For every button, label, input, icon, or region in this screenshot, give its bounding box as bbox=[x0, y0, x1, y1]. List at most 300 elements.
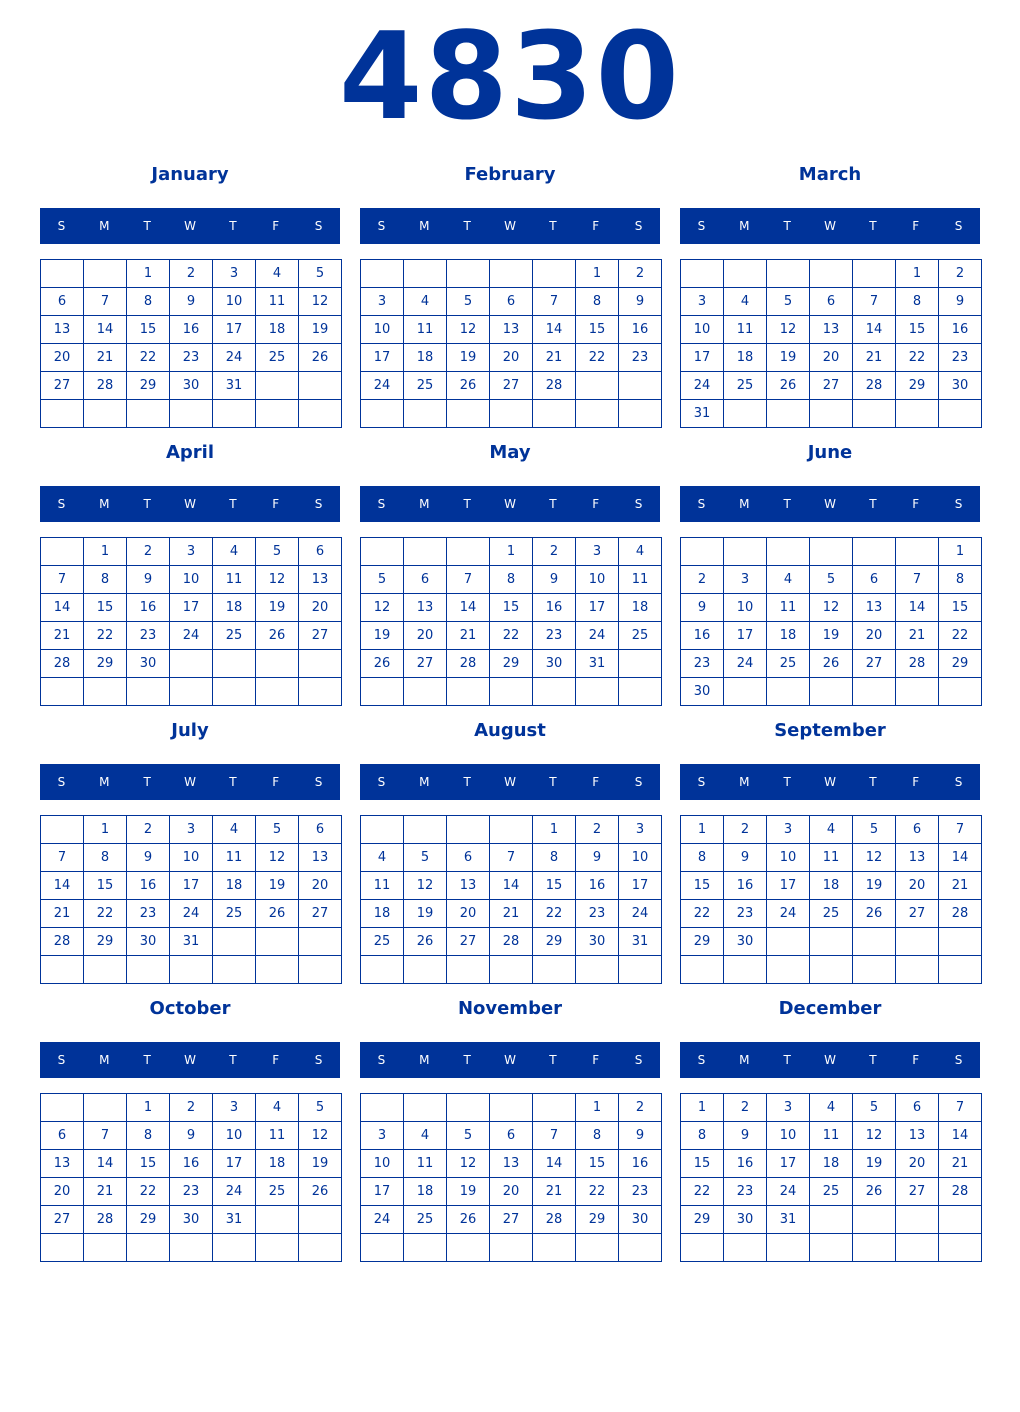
day-grid bbox=[40, 259, 342, 428]
empty-day-cell bbox=[810, 1234, 853, 1262]
day-cell: 3 bbox=[213, 1094, 256, 1122]
day-cell: 14 bbox=[447, 594, 490, 622]
weekday-label: F bbox=[272, 775, 280, 789]
month-name: August bbox=[474, 720, 546, 741]
empty-day-cell bbox=[681, 538, 724, 566]
day-cell: 17 bbox=[361, 344, 404, 372]
weekday-label: T bbox=[229, 1053, 237, 1067]
day-cell: 23 bbox=[724, 900, 767, 928]
day-cell: 8 bbox=[681, 844, 724, 872]
day-cell: 9 bbox=[127, 844, 170, 872]
empty-day-cell bbox=[213, 400, 256, 428]
day-cell: 6 bbox=[41, 1122, 84, 1150]
day-cell: 15 bbox=[939, 594, 982, 622]
weekday-label: F bbox=[912, 497, 920, 511]
day-cell: 29 bbox=[681, 928, 724, 956]
empty-day-cell bbox=[896, 400, 939, 428]
day-cell: 18 bbox=[256, 1150, 299, 1178]
day-cell: 18 bbox=[619, 594, 662, 622]
empty-day-cell bbox=[361, 400, 404, 428]
day-cell: 7 bbox=[41, 566, 84, 594]
day-cell: 15 bbox=[576, 316, 619, 344]
day-cell: 2 bbox=[724, 1094, 767, 1122]
day-cell: 6 bbox=[896, 1094, 939, 1122]
day-cell: 22 bbox=[896, 344, 939, 372]
weekday-label: F bbox=[912, 775, 920, 789]
day-cell: 15 bbox=[576, 1150, 619, 1178]
day-cell: 18 bbox=[361, 900, 404, 928]
day-cell: 8 bbox=[576, 288, 619, 316]
day-cell: 27 bbox=[896, 1178, 939, 1206]
weekday-label: T bbox=[143, 497, 151, 511]
day-cell: 11 bbox=[724, 316, 767, 344]
day-cell: 15 bbox=[681, 872, 724, 900]
day-cell: 8 bbox=[681, 1122, 724, 1150]
empty-day-cell bbox=[810, 400, 853, 428]
day-cell: 10 bbox=[213, 288, 256, 316]
empty-day-cell bbox=[41, 678, 84, 706]
day-cell: 24 bbox=[361, 1206, 404, 1234]
empty-day-cell bbox=[810, 956, 853, 984]
weekday-label: T bbox=[463, 219, 471, 233]
empty-day-cell bbox=[810, 538, 853, 566]
day-cell: 5 bbox=[299, 1094, 342, 1122]
day-cell: 11 bbox=[619, 566, 662, 594]
day-cell: 4 bbox=[810, 1094, 853, 1122]
day-cell: 15 bbox=[84, 594, 127, 622]
day-cell: 3 bbox=[361, 1122, 404, 1150]
empty-day-cell bbox=[170, 1234, 213, 1262]
weekday-label: S bbox=[314, 775, 323, 789]
day-cell: 27 bbox=[490, 372, 533, 400]
day-cell: 5 bbox=[299, 260, 342, 288]
day-cell: 27 bbox=[299, 900, 342, 928]
month-name: May bbox=[489, 442, 531, 463]
day-cell: 13 bbox=[853, 594, 896, 622]
day-cell: 1 bbox=[681, 1094, 724, 1122]
empty-day-cell bbox=[896, 956, 939, 984]
empty-day-cell bbox=[490, 260, 533, 288]
weekday-label: W bbox=[824, 1053, 836, 1067]
day-cell: 6 bbox=[299, 538, 342, 566]
day-cell: 30 bbox=[681, 678, 724, 706]
day-cell: 20 bbox=[896, 872, 939, 900]
day-cell: 17 bbox=[576, 594, 619, 622]
day-cell: 14 bbox=[84, 1150, 127, 1178]
weekday-label: T bbox=[869, 775, 877, 789]
empty-day-cell bbox=[767, 1234, 810, 1262]
day-cell: 25 bbox=[404, 372, 447, 400]
month-name: November bbox=[457, 998, 563, 1019]
empty-day-cell bbox=[724, 538, 767, 566]
day-cell: 26 bbox=[810, 650, 853, 678]
day-cell: 7 bbox=[490, 844, 533, 872]
empty-day-cell bbox=[767, 260, 810, 288]
weekday-label: W bbox=[504, 219, 516, 233]
empty-day-cell bbox=[299, 928, 342, 956]
weekday-label: S bbox=[954, 497, 963, 511]
empty-day-cell bbox=[213, 1234, 256, 1262]
empty-day-cell bbox=[533, 678, 576, 706]
day-cell: 10 bbox=[361, 1150, 404, 1178]
month-name: October bbox=[149, 998, 231, 1019]
day-cell: 24 bbox=[361, 372, 404, 400]
empty-day-cell bbox=[767, 538, 810, 566]
empty-day-cell bbox=[724, 400, 767, 428]
weekday-label: T bbox=[783, 219, 791, 233]
weekday-label: M bbox=[419, 497, 430, 511]
day-cell: 23 bbox=[724, 1178, 767, 1206]
day-cell: 27 bbox=[299, 622, 342, 650]
day-cell: 18 bbox=[810, 1150, 853, 1178]
empty-day-cell bbox=[853, 1206, 896, 1234]
empty-day-cell bbox=[724, 260, 767, 288]
weekday-label: T bbox=[783, 775, 791, 789]
day-cell: 15 bbox=[127, 1150, 170, 1178]
day-cell: 19 bbox=[299, 1150, 342, 1178]
day-cell: 20 bbox=[299, 872, 342, 900]
weekday-label: T bbox=[549, 497, 557, 511]
empty-day-cell bbox=[299, 372, 342, 400]
day-cell: 1 bbox=[533, 816, 576, 844]
day-cell: 27 bbox=[447, 928, 490, 956]
day-cell: 26 bbox=[447, 1206, 490, 1234]
day-cell: 29 bbox=[127, 372, 170, 400]
empty-day-cell bbox=[361, 538, 404, 566]
day-cell: 25 bbox=[810, 1178, 853, 1206]
day-cell: 24 bbox=[213, 344, 256, 372]
empty-day-cell bbox=[404, 1234, 447, 1262]
day-cell: 14 bbox=[533, 1150, 576, 1178]
empty-day-cell bbox=[853, 956, 896, 984]
weekday-label: S bbox=[57, 219, 66, 233]
weekday-label: T bbox=[229, 219, 237, 233]
day-cell: 23 bbox=[939, 344, 982, 372]
empty-day-cell bbox=[213, 928, 256, 956]
empty-day-cell bbox=[576, 400, 619, 428]
weekday-header bbox=[40, 208, 340, 244]
empty-day-cell bbox=[490, 1094, 533, 1122]
empty-day-cell bbox=[490, 956, 533, 984]
weekday-label: F bbox=[592, 1053, 600, 1067]
day-cell: 20 bbox=[490, 1178, 533, 1206]
day-cell: 10 bbox=[619, 844, 662, 872]
day-cell: 19 bbox=[404, 900, 447, 928]
empty-day-cell bbox=[810, 260, 853, 288]
empty-day-cell bbox=[853, 400, 896, 428]
day-cell: 15 bbox=[127, 316, 170, 344]
day-cell: 23 bbox=[127, 622, 170, 650]
day-cell: 19 bbox=[853, 1150, 896, 1178]
day-cell: 11 bbox=[810, 1122, 853, 1150]
empty-day-cell bbox=[853, 678, 896, 706]
day-cell: 6 bbox=[810, 288, 853, 316]
empty-day-cell bbox=[84, 678, 127, 706]
day-cell: 23 bbox=[576, 900, 619, 928]
day-cell: 16 bbox=[939, 316, 982, 344]
day-cell: 17 bbox=[170, 594, 213, 622]
empty-day-cell bbox=[213, 678, 256, 706]
day-cell: 29 bbox=[490, 650, 533, 678]
weekday-label: S bbox=[377, 219, 386, 233]
empty-day-cell bbox=[213, 650, 256, 678]
day-cell: 4 bbox=[213, 816, 256, 844]
day-cell: 11 bbox=[404, 316, 447, 344]
empty-day-cell bbox=[490, 678, 533, 706]
weekday-header bbox=[40, 764, 340, 800]
day-cell: 13 bbox=[41, 1150, 84, 1178]
empty-day-cell bbox=[256, 678, 299, 706]
weekday-label: M bbox=[99, 775, 110, 789]
weekday-header bbox=[680, 764, 980, 800]
empty-day-cell bbox=[299, 956, 342, 984]
weekday-label: S bbox=[314, 1053, 323, 1067]
day-cell: 25 bbox=[256, 1178, 299, 1206]
empty-day-cell bbox=[724, 956, 767, 984]
day-cell: 12 bbox=[256, 844, 299, 872]
empty-day-cell bbox=[361, 816, 404, 844]
day-cell: 4 bbox=[619, 538, 662, 566]
empty-day-cell bbox=[299, 678, 342, 706]
day-cell: 10 bbox=[213, 1122, 256, 1150]
day-cell: 14 bbox=[853, 316, 896, 344]
day-cell: 14 bbox=[84, 316, 127, 344]
day-cell: 9 bbox=[533, 566, 576, 594]
empty-day-cell bbox=[939, 928, 982, 956]
day-cell: 12 bbox=[767, 316, 810, 344]
day-cell: 3 bbox=[361, 288, 404, 316]
empty-day-cell bbox=[447, 538, 490, 566]
day-cell: 9 bbox=[170, 288, 213, 316]
empty-day-cell bbox=[576, 956, 619, 984]
day-cell: 17 bbox=[724, 622, 767, 650]
day-cell: 21 bbox=[939, 1150, 982, 1178]
day-cell: 28 bbox=[533, 1206, 576, 1234]
day-cell: 1 bbox=[127, 260, 170, 288]
day-cell: 4 bbox=[213, 538, 256, 566]
weekday-label: W bbox=[824, 775, 836, 789]
day-cell: 20 bbox=[299, 594, 342, 622]
empty-day-cell bbox=[404, 538, 447, 566]
weekday-label: M bbox=[99, 1053, 110, 1067]
day-cell: 1 bbox=[576, 260, 619, 288]
weekday-label: S bbox=[954, 775, 963, 789]
empty-day-cell bbox=[939, 956, 982, 984]
day-cell: 9 bbox=[619, 1122, 662, 1150]
year-title: 4830 bbox=[339, 8, 681, 147]
day-cell: 12 bbox=[853, 1122, 896, 1150]
empty-day-cell bbox=[84, 1094, 127, 1122]
empty-day-cell bbox=[447, 1234, 490, 1262]
day-cell: 8 bbox=[127, 288, 170, 316]
day-cell: 4 bbox=[404, 288, 447, 316]
day-cell: 16 bbox=[533, 594, 576, 622]
day-cell: 21 bbox=[84, 1178, 127, 1206]
day-cell: 24 bbox=[767, 900, 810, 928]
day-cell: 23 bbox=[170, 344, 213, 372]
weekday-label: M bbox=[419, 219, 430, 233]
weekday-label: F bbox=[272, 1053, 280, 1067]
empty-day-cell bbox=[896, 678, 939, 706]
day-cell: 19 bbox=[361, 622, 404, 650]
day-cell: 29 bbox=[533, 928, 576, 956]
day-cell: 19 bbox=[299, 316, 342, 344]
day-cell: 1 bbox=[576, 1094, 619, 1122]
day-cell: 13 bbox=[810, 316, 853, 344]
empty-day-cell bbox=[447, 400, 490, 428]
empty-day-cell bbox=[896, 928, 939, 956]
day-cell: 14 bbox=[939, 1122, 982, 1150]
day-cell: 10 bbox=[767, 844, 810, 872]
weekday-label: T bbox=[143, 219, 151, 233]
day-cell: 19 bbox=[447, 1178, 490, 1206]
month-name: March bbox=[798, 164, 862, 185]
empty-day-cell bbox=[619, 650, 662, 678]
day-cell: 13 bbox=[404, 594, 447, 622]
day-grid bbox=[680, 259, 982, 428]
day-cell: 7 bbox=[853, 288, 896, 316]
day-cell: 8 bbox=[896, 288, 939, 316]
day-cell: 12 bbox=[853, 844, 896, 872]
weekday-header bbox=[680, 486, 980, 522]
month-name: February bbox=[464, 164, 556, 185]
day-cell: 9 bbox=[170, 1122, 213, 1150]
day-cell: 21 bbox=[490, 900, 533, 928]
day-cell: 28 bbox=[533, 372, 576, 400]
day-cell: 30 bbox=[170, 1206, 213, 1234]
day-cell: 7 bbox=[447, 566, 490, 594]
day-cell: 27 bbox=[810, 372, 853, 400]
weekday-label: F bbox=[592, 775, 600, 789]
weekday-label: S bbox=[697, 775, 706, 789]
day-cell: 8 bbox=[533, 844, 576, 872]
day-cell: 3 bbox=[576, 538, 619, 566]
day-cell: 24 bbox=[767, 1178, 810, 1206]
day-cell: 23 bbox=[533, 622, 576, 650]
day-cell: 21 bbox=[41, 900, 84, 928]
day-cell: 10 bbox=[576, 566, 619, 594]
day-cell: 11 bbox=[810, 844, 853, 872]
empty-day-cell bbox=[619, 372, 662, 400]
day-cell: 19 bbox=[256, 872, 299, 900]
day-cell: 12 bbox=[447, 1150, 490, 1178]
weekday-label: T bbox=[869, 219, 877, 233]
weekday-label: S bbox=[954, 219, 963, 233]
day-cell: 25 bbox=[256, 344, 299, 372]
day-grid bbox=[360, 259, 662, 428]
day-cell: 23 bbox=[170, 1178, 213, 1206]
empty-day-cell bbox=[404, 816, 447, 844]
day-cell: 4 bbox=[404, 1122, 447, 1150]
weekday-label: S bbox=[634, 497, 643, 511]
day-grid bbox=[360, 815, 662, 984]
day-cell: 25 bbox=[213, 622, 256, 650]
day-cell: 30 bbox=[724, 1206, 767, 1234]
day-cell: 5 bbox=[256, 816, 299, 844]
day-cell: 16 bbox=[619, 1150, 662, 1178]
empty-day-cell bbox=[447, 1094, 490, 1122]
weekday-label: S bbox=[57, 497, 66, 511]
day-cell: 28 bbox=[84, 372, 127, 400]
empty-day-cell bbox=[724, 678, 767, 706]
day-cell: 24 bbox=[213, 1178, 256, 1206]
day-cell: 20 bbox=[447, 900, 490, 928]
weekday-label: S bbox=[57, 1053, 66, 1067]
weekday-label: F bbox=[272, 497, 280, 511]
weekday-label: W bbox=[184, 497, 196, 511]
day-cell: 2 bbox=[619, 1094, 662, 1122]
weekday-label: W bbox=[504, 775, 516, 789]
day-cell: 31 bbox=[576, 650, 619, 678]
day-cell: 20 bbox=[896, 1150, 939, 1178]
empty-day-cell bbox=[619, 956, 662, 984]
day-cell: 16 bbox=[127, 872, 170, 900]
day-cell: 25 bbox=[810, 900, 853, 928]
day-cell: 14 bbox=[490, 872, 533, 900]
weekday-label: M bbox=[739, 497, 750, 511]
empty-day-cell bbox=[896, 1234, 939, 1262]
weekday-label: T bbox=[463, 497, 471, 511]
day-cell: 23 bbox=[619, 344, 662, 372]
empty-day-cell bbox=[533, 956, 576, 984]
weekday-label: S bbox=[377, 1053, 386, 1067]
day-cell: 14 bbox=[533, 316, 576, 344]
day-cell: 11 bbox=[256, 1122, 299, 1150]
month-name: December bbox=[778, 998, 882, 1019]
weekday-label: F bbox=[912, 1053, 920, 1067]
empty-day-cell bbox=[41, 1234, 84, 1262]
weekday-header bbox=[680, 1042, 980, 1078]
empty-day-cell bbox=[256, 1206, 299, 1234]
day-cell: 7 bbox=[84, 1122, 127, 1150]
day-cell: 24 bbox=[724, 650, 767, 678]
day-cell: 5 bbox=[361, 566, 404, 594]
day-cell: 31 bbox=[767, 1206, 810, 1234]
empty-day-cell bbox=[299, 1234, 342, 1262]
day-cell: 1 bbox=[490, 538, 533, 566]
empty-day-cell bbox=[299, 400, 342, 428]
empty-day-cell bbox=[170, 650, 213, 678]
day-cell: 24 bbox=[619, 900, 662, 928]
day-cell: 27 bbox=[41, 1206, 84, 1234]
day-cell: 22 bbox=[576, 1178, 619, 1206]
empty-day-cell bbox=[361, 956, 404, 984]
day-cell: 21 bbox=[939, 872, 982, 900]
day-cell: 22 bbox=[681, 900, 724, 928]
day-cell: 28 bbox=[939, 900, 982, 928]
day-cell: 27 bbox=[41, 372, 84, 400]
weekday-header bbox=[40, 1042, 340, 1078]
weekday-header bbox=[360, 208, 660, 244]
day-cell: 10 bbox=[170, 566, 213, 594]
day-cell: 3 bbox=[170, 816, 213, 844]
weekday-label: S bbox=[954, 1053, 963, 1067]
day-cell: 30 bbox=[939, 372, 982, 400]
day-cell: 30 bbox=[724, 928, 767, 956]
empty-day-cell bbox=[896, 1206, 939, 1234]
day-cell: 6 bbox=[299, 816, 342, 844]
weekday-label: S bbox=[634, 775, 643, 789]
weekday-label: T bbox=[549, 775, 557, 789]
day-cell: 22 bbox=[490, 622, 533, 650]
day-cell: 4 bbox=[256, 1094, 299, 1122]
day-cell: 4 bbox=[361, 844, 404, 872]
month-name: September bbox=[774, 720, 886, 741]
day-cell: 10 bbox=[724, 594, 767, 622]
day-cell: 6 bbox=[896, 816, 939, 844]
day-cell: 6 bbox=[404, 566, 447, 594]
weekday-label: S bbox=[697, 219, 706, 233]
